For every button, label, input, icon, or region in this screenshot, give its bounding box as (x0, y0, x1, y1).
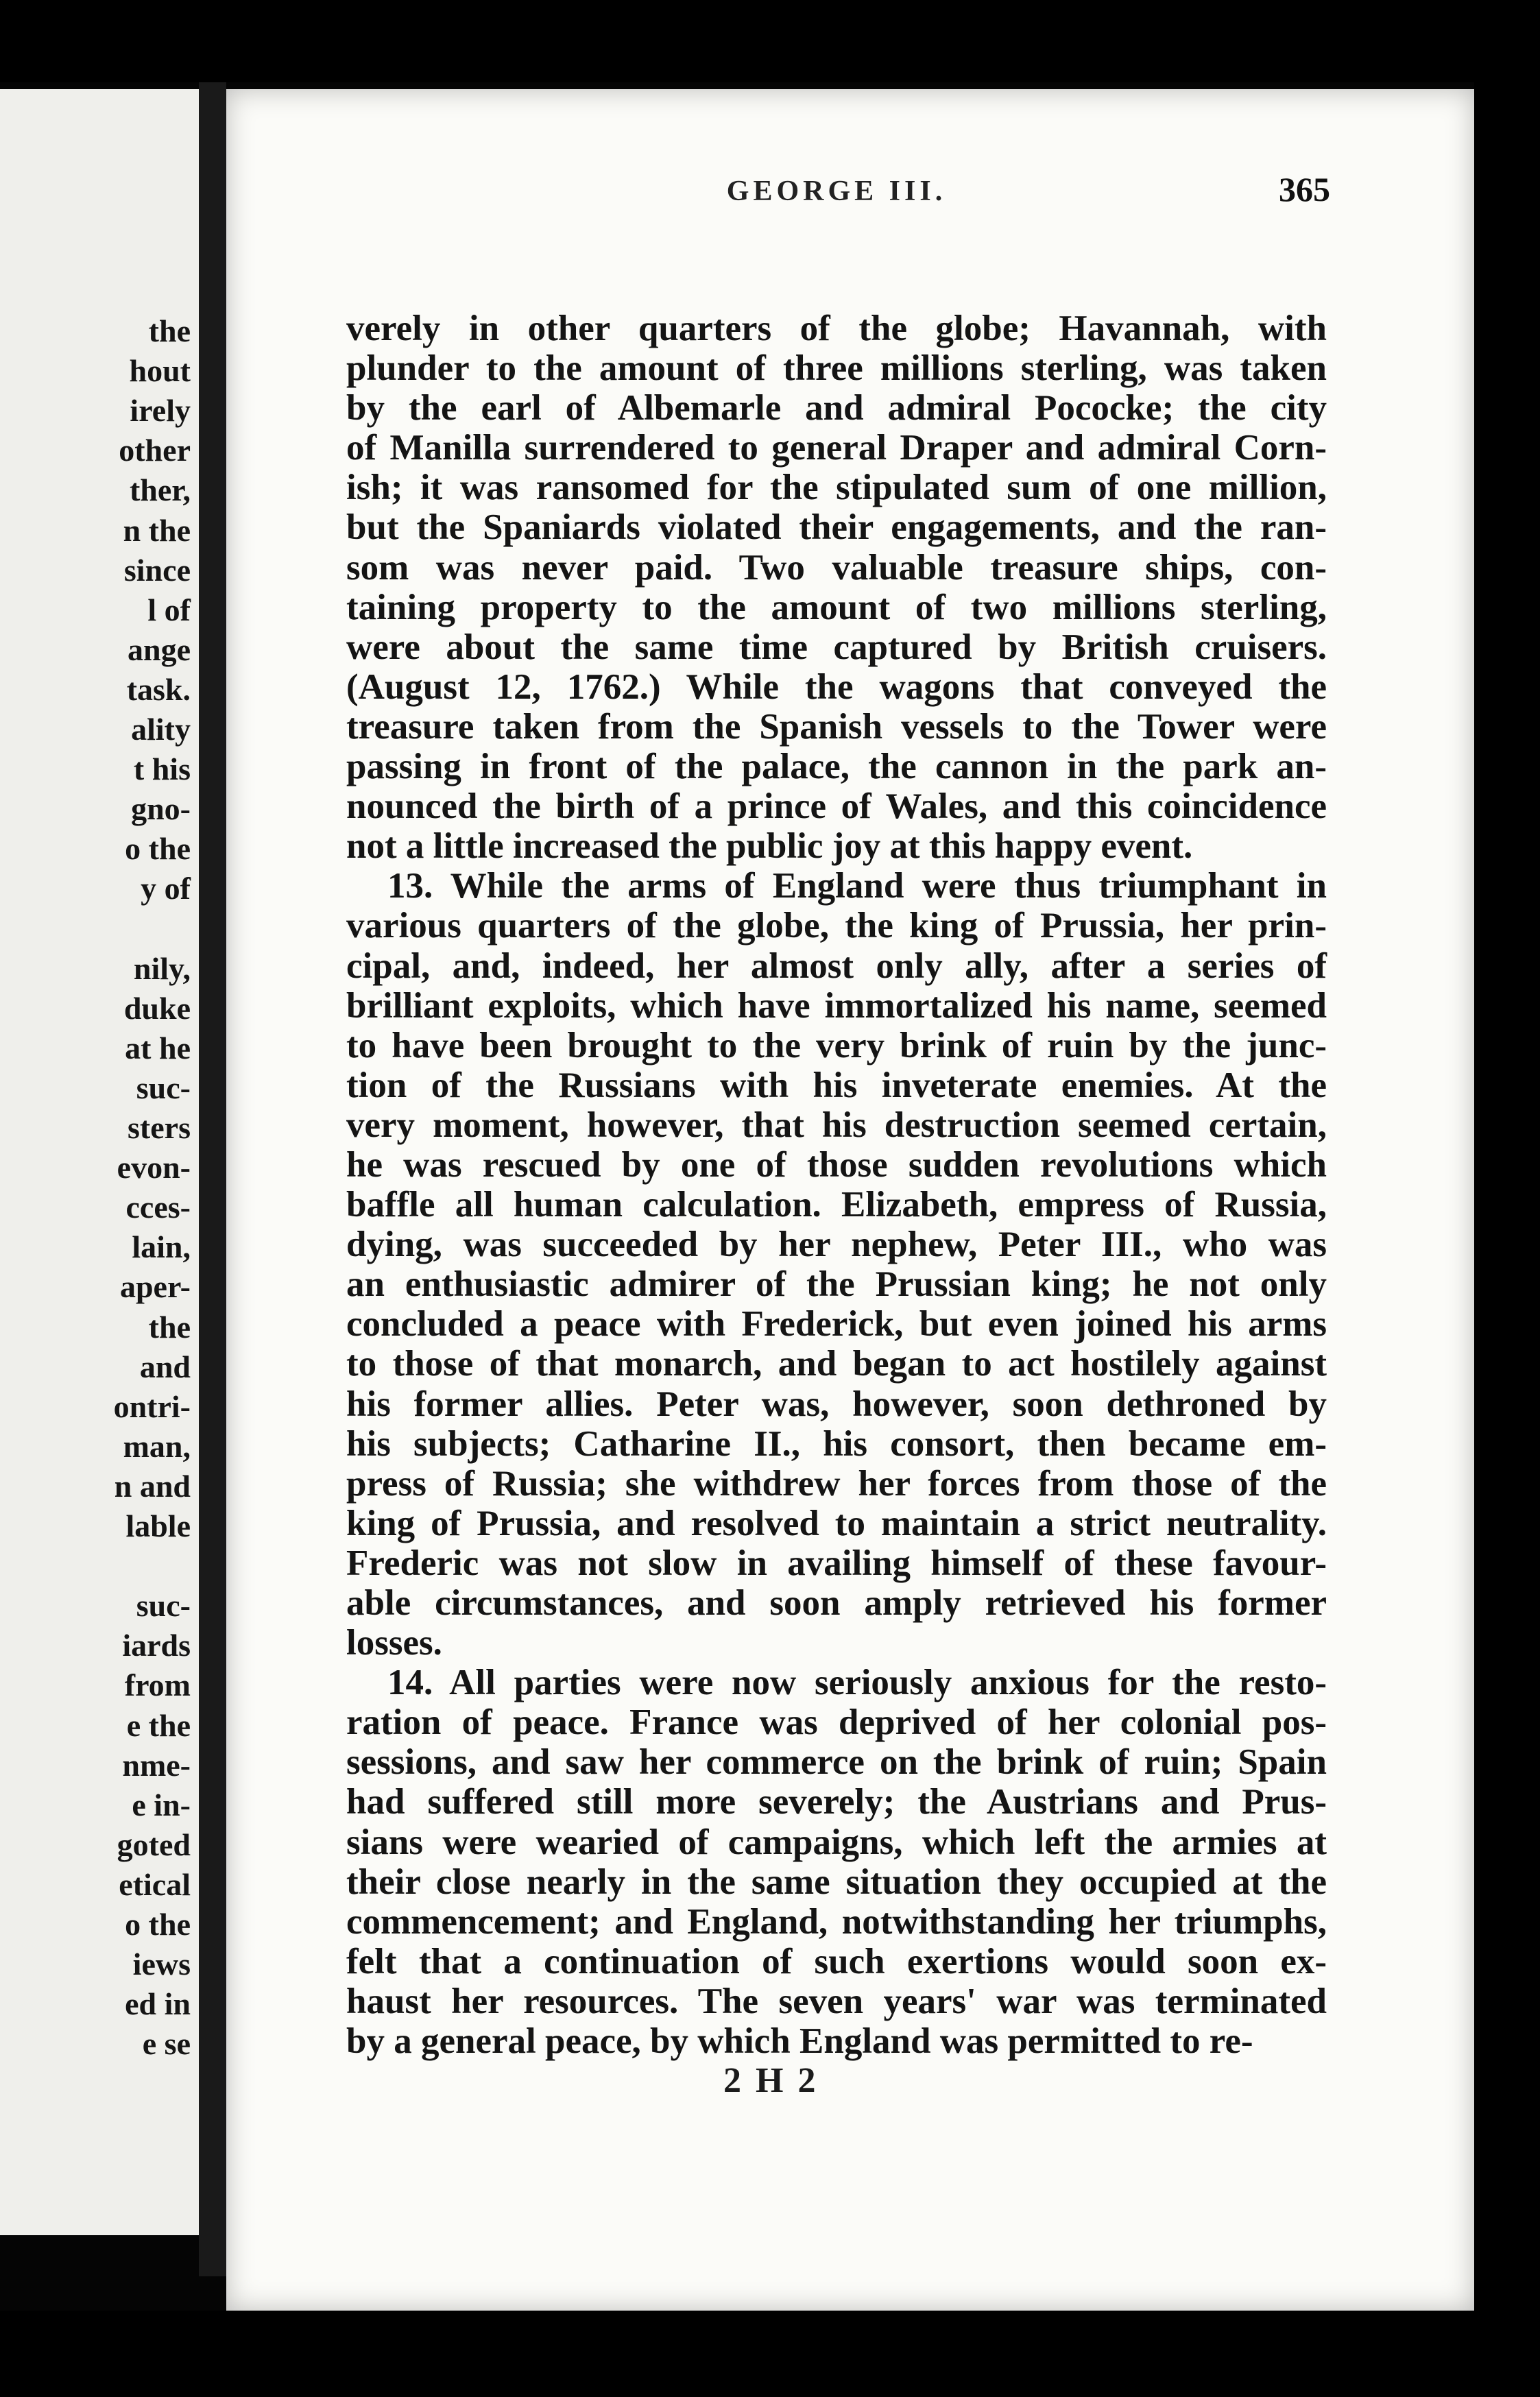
text-line: Frederic was not slow in availing himself of these favour- (346, 1543, 1327, 1583)
left-page-fragment: nme- (122, 1747, 191, 1783)
text-line: an enthusiastic admirer of the Prussian king; he not only (346, 1264, 1327, 1305)
text-line: plunder to the amount of three millions sterling, was taken (346, 348, 1327, 389)
text-line: commencement; and England, notwithstanding her triumphs, (346, 1901, 1327, 1942)
left-page-fragment: o the (125, 1907, 191, 1942)
left-page-fragment: lable (125, 1508, 191, 1543)
text-line: by the earl of Albemarle and admiral Pococke; the city (346, 388, 1327, 429)
text-line: but the Spaniards violated their engagements, and the ran- (346, 507, 1327, 548)
text-line: losses. (346, 1623, 442, 1663)
left-page-fragment: l of (147, 592, 191, 627)
scan-border-right (1474, 0, 1540, 2397)
text-line: som was never paid. Two valuable treasure ships, con- (346, 547, 1327, 588)
left-page-fragment: evon- (117, 1150, 191, 1185)
text-line: ration of peace. France was deprived of her colonial pos- (346, 1702, 1327, 1743)
left-page-fragment: at he (125, 1030, 191, 1065)
paragraph (346, 1663, 1327, 2061)
text-line: taining property to the amount of two millions sterling, (346, 587, 1327, 627)
text-line: brilliant exploits, which have immortalized his name, seemed (346, 985, 1327, 1026)
left-page-fragment: iards (122, 1628, 191, 1663)
left-page-fragment: cces- (125, 1190, 191, 1225)
page-number: 365 (1279, 170, 1330, 208)
text-line: by a general peace, by which England was permitted to re- (346, 2021, 1253, 2062)
left-page-fragment: o the (125, 831, 191, 867)
paragraph (346, 866, 1327, 1663)
left-page-fragment: the (148, 1309, 191, 1345)
text-line: press of Russia; she withdrew her forces from those of the (346, 1463, 1327, 1504)
left-page-fragment: goted (117, 1827, 191, 1862)
left-page-fragment: duke (123, 990, 191, 1026)
left-page-fragment: etical (119, 1866, 191, 1902)
body-text (346, 309, 1327, 2061)
left-page-fragment: suc- (136, 1070, 191, 1105)
left-page-fragment: lain, (132, 1229, 191, 1265)
book-gutter (199, 82, 226, 2276)
text-line: to those of that monarch, and began to act hostilely against (346, 1344, 1327, 1384)
text-line: to have been brought to the very brink of ruin by the junc- (346, 1025, 1327, 1065)
left-page-fragment: y of (141, 871, 191, 906)
left-page-fragment: nily, (133, 950, 191, 986)
text-line: 14. All parties were now seriously anxious for the resto- (387, 1663, 1327, 1703)
left-page-fragment: man, (123, 1428, 191, 1464)
left-page-fragment: suc- (136, 1588, 191, 1624)
text-line: haust her resources. The seven years' war was terminated (346, 1981, 1327, 2021)
text-line: ish; it was ransomed for the stipulated sum of one million, (346, 468, 1327, 508)
left-page-fragment: ality (131, 712, 191, 747)
left-page-fragment: aper- (119, 1269, 191, 1305)
text-line: he was rescued by one of those sudden revolutions which (346, 1144, 1327, 1185)
text-line: cipal, and, indeed, her almost only ally, after a series of (346, 945, 1327, 986)
signature-mark: 2 H 2 (723, 2061, 819, 2100)
left-page-fragment: task. (126, 671, 191, 707)
text-line: nounced the birth of a prince of Wales, and this coincidence (346, 786, 1327, 827)
text-line: baffle all human calculation. Elizabeth, empress of Russia, (346, 1185, 1327, 1225)
left-page-fragment: iews (132, 1947, 191, 1982)
text-line: able circumstances, and soon amply retrieved his former (346, 1583, 1327, 1623)
text-line: not a little increased the public joy at this happy event. (346, 826, 1193, 867)
running-title: GEORGE III. (726, 176, 947, 207)
scan-border-bottom (0, 2311, 1540, 2397)
text-line: passing in front of the palace, the cannon in the park an- (346, 747, 1327, 787)
text-line: sessions, and saw her commerce on the brink of ruin; Spain (346, 1742, 1327, 1783)
left-page-fragment: n and (114, 1468, 191, 1504)
left-page-fragment: from (124, 1667, 191, 1703)
text-line: various quarters of the globe, the king of Prussia, her prin- (346, 906, 1327, 946)
left-page-fragment: e the (126, 1707, 191, 1743)
left-page-fragment: sters (128, 1110, 191, 1145)
text-line: had suffered still more severely; the Austrians and Prus- (346, 1782, 1327, 1822)
page-header (343, 170, 1330, 230)
left-page-fragment: ontri- (113, 1388, 191, 1424)
left-page-fragment: the (148, 313, 191, 348)
text-line: (August 12, 1762.) While the wagons that conveyed the (346, 666, 1327, 707)
text-line: verely in other quarters of the globe; Havannah, with (346, 309, 1327, 348)
text-line: his subjects; Catharine II., his consort, then became em- (346, 1423, 1327, 1464)
scan-border-top (0, 0, 1540, 82)
left-page-fragment: since (123, 552, 191, 588)
text-line: of Manilla surrendered to general Draper and admiral Corn- (346, 428, 1327, 468)
text-line: concluded a peace with Frederick, but even joined his arms (346, 1304, 1327, 1345)
text-line: very moment, however, that his destruction seemed certain, (346, 1105, 1327, 1145)
left-page-fragment: e in- (132, 1787, 191, 1822)
text-line: were about the same time captured by British cruisers. (346, 627, 1327, 667)
text-line: his former allies. Peter was, however, soon dethroned by (346, 1384, 1327, 1424)
left-page-fragment: t his (133, 751, 191, 787)
left-page-fragment: ther, (129, 472, 191, 508)
left-page-fragment: e se (142, 2026, 191, 2062)
text-line: felt that a continuation of such exertions would soon ex- (346, 1941, 1327, 1982)
left-page-fragment: other (119, 433, 191, 468)
text-line: king of Prussia, and resolved to maintain a strict neutrality. (346, 1503, 1327, 1543)
left-page-fragment: irely (130, 393, 191, 429)
left-page-fragment: ange (128, 631, 191, 667)
left-page-fragment: ed in (125, 1986, 191, 2022)
left-page-fragment: n the (123, 512, 191, 548)
text-line: their close nearly in the same situation they occupied at the (346, 1862, 1327, 1902)
left-page-fragment: gno- (131, 791, 191, 827)
paragraph (346, 309, 1327, 866)
left-page-fragment: and (139, 1349, 191, 1384)
left-page-edge (0, 89, 199, 2235)
text-line: tion of the Russians with his inveterate enemies. At the (346, 1065, 1327, 1105)
text-line: treasure taken from the Spanish vessels to the Tower were (346, 706, 1327, 747)
left-page-fragment: hout (129, 353, 191, 389)
text-line: sians were wearied of campaigns, which left the armies at (346, 1822, 1327, 1862)
text-line: dying, was succeeded by her nephew, Peter III., who was (346, 1225, 1327, 1265)
text-line: 13. While the arms of England were thus triumphant in (387, 866, 1327, 906)
